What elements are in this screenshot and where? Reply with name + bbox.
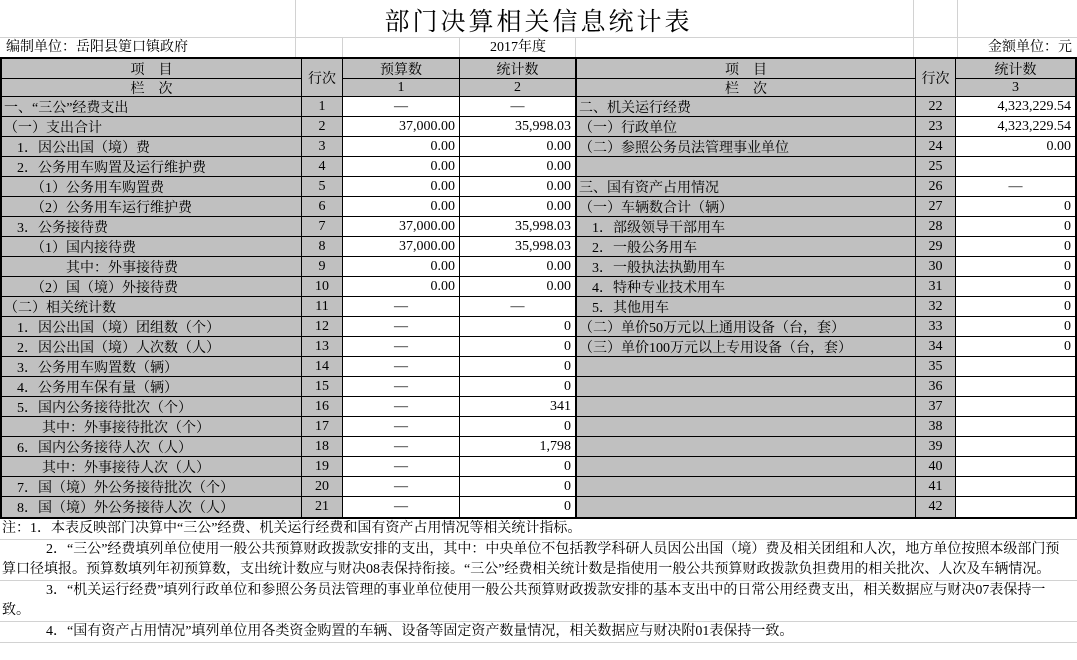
item-label-cell[interactable]: 其中：外事接待批次（个） [2, 417, 302, 437]
table-row [577, 477, 1075, 497]
line-number-cell[interactable]: 41 [916, 477, 956, 497]
budget-value-cell[interactable]: 0.00 [343, 137, 460, 157]
table-row [577, 237, 1075, 257]
table-row [2, 297, 575, 317]
statistic-value-cell[interactable] [956, 377, 1075, 397]
budget-value-cell[interactable]: 0.00 [343, 157, 460, 177]
statistic-value-cell[interactable]: 341 [460, 397, 575, 417]
gridline [295, 38, 296, 57]
item-label-cell[interactable]: （三）单价100万元以上专用设备（台，套） [577, 337, 916, 357]
statistic-value-cell[interactable] [956, 437, 1075, 457]
item-label-cell[interactable]: 8．国（境）外公务接待人次（人） [2, 497, 302, 517]
line-number-cell[interactable]: 32 [916, 297, 956, 317]
table-row [2, 257, 575, 277]
statistic-value-cell[interactable]: 0 [956, 277, 1075, 297]
line-number-cell[interactable]: 19 [302, 457, 343, 477]
item-label-cell[interactable] [577, 397, 916, 417]
header-col2-cell[interactable]: 2 [460, 79, 575, 97]
statistic-value-cell[interactable]: — [460, 297, 575, 317]
table-row [2, 497, 575, 517]
item-label-cell[interactable]: 4．公务用车保有量（辆） [2, 377, 302, 397]
line-number-cell[interactable]: 6 [302, 197, 343, 217]
item-label-cell[interactable]: （1）公务用车购置费 [2, 177, 302, 197]
item-label-cell[interactable]: 1．因公出国（境）费 [2, 137, 302, 157]
statistic-value-cell[interactable]: 0 [460, 337, 575, 357]
line-number-cell[interactable]: 2 [302, 117, 343, 137]
item-label-cell[interactable]: （二）参照公务员法管理事业单位 [577, 137, 916, 157]
line-number-cell[interactable]: 29 [916, 237, 956, 257]
statistic-value-cell[interactable]: 0.00 [460, 257, 575, 277]
table-row [577, 437, 1075, 457]
table-row [2, 97, 575, 117]
table-row [2, 437, 575, 457]
table-row [2, 457, 575, 477]
line-number-cell[interactable]: 9 [302, 257, 343, 277]
table-row [577, 337, 1075, 357]
item-label-cell[interactable]: 2．一般公务用车 [577, 237, 916, 257]
item-label-cell[interactable]: （一）支出合计 [2, 117, 302, 137]
line-number-cell[interactable]: 40 [916, 457, 956, 477]
budget-value-cell[interactable]: 0.00 [343, 197, 460, 217]
item-label-cell[interactable] [577, 377, 916, 397]
line-number-cell[interactable]: 31 [916, 277, 956, 297]
table-row [2, 157, 575, 177]
item-label-cell[interactable]: 6．国内公务接待人次（人） [2, 437, 302, 457]
line-number-cell[interactable]: 13 [302, 337, 343, 357]
line-number-cell[interactable]: 12 [302, 317, 343, 337]
statistic-value-cell[interactable]: 0 [460, 477, 575, 497]
line-number-cell[interactable]: 30 [916, 257, 956, 277]
line-number-cell[interactable]: 21 [302, 497, 343, 517]
note-1: 注：1．本表反映部门决算中“三公”经费、机关运行经费和国有资产占用情况等相关统计指标。 [0, 519, 1077, 540]
statistic-value-cell[interactable] [956, 477, 1075, 497]
title-row [0, 0, 1077, 38]
budget-value-cell[interactable]: 37,000.00 [343, 117, 460, 137]
line-number-cell[interactable]: 18 [302, 437, 343, 457]
budget-value-cell[interactable]: — [343, 297, 460, 317]
item-label-cell[interactable]: 1．因公出国（境）团组数（个） [2, 317, 302, 337]
line-number-cell[interactable]: 7 [302, 217, 343, 237]
table-row [577, 217, 1075, 237]
page-title: 部门决算相关信息统计表 [384, 9, 693, 36]
statistic-value-cell[interactable]: 0 [956, 217, 1075, 237]
line-number-cell[interactable]: 4 [302, 157, 343, 177]
gridline [459, 38, 460, 57]
statistic-value-cell[interactable]: — [956, 177, 1075, 197]
line-number-cell[interactable]: 24 [916, 137, 956, 157]
item-label-cell[interactable] [577, 417, 916, 437]
statistic-value-cell[interactable] [956, 497, 1075, 517]
line-number-cell[interactable]: 36 [916, 377, 956, 397]
budget-value-cell[interactable]: — [343, 437, 460, 457]
table-row [577, 457, 1075, 477]
gridline [913, 38, 914, 57]
statistic-value-cell[interactable]: 0.00 [460, 197, 575, 217]
statistic-value-cell[interactable]: 0.00 [460, 277, 575, 297]
table-row [577, 317, 1075, 337]
statistic-value-cell[interactable]: 0 [956, 237, 1075, 257]
table-row [577, 277, 1075, 297]
line-number-cell[interactable]: 16 [302, 397, 343, 417]
item-label-cell[interactable]: 3．公务用车购置数（辆） [2, 357, 302, 377]
item-label-cell[interactable] [577, 497, 916, 517]
table-row [2, 237, 575, 257]
item-label-cell[interactable]: （2）国（境）外接待费 [2, 277, 302, 297]
right-table-body [577, 97, 1075, 517]
item-label-cell[interactable]: 5．国内公务接待批次（个） [2, 397, 302, 417]
item-label-cell[interactable]: 2．因公出国（境）人次数（人） [2, 337, 302, 357]
line-number-cell[interactable]: 8 [302, 237, 343, 257]
item-label-cell[interactable]: （二）单价50万元以上通用设备（台，套） [577, 317, 916, 337]
prepared-by-label: 编制单位：岳阳县筻口镇政府 [6, 40, 188, 55]
line-number-cell[interactable]: 39 [916, 437, 956, 457]
line-number-cell[interactable]: 35 [916, 357, 956, 377]
item-label-cell[interactable] [577, 357, 916, 377]
budget-value-cell[interactable]: 0.00 [343, 257, 460, 277]
item-label-cell[interactable]: 2．公务用车购置及运行维护费 [2, 157, 302, 177]
item-label-cell[interactable]: （一）车辆数合计（辆） [577, 197, 916, 217]
statistic-value-cell[interactable]: 0 [956, 337, 1075, 357]
table-row [577, 377, 1075, 397]
budget-value-cell[interactable]: 0.00 [343, 177, 460, 197]
table-row [577, 497, 1075, 517]
header-column-label-cell[interactable]: 栏 次 [577, 79, 916, 97]
budget-value-cell[interactable]: — [343, 397, 460, 417]
line-number-cell[interactable]: 3 [302, 137, 343, 157]
table-row [577, 357, 1075, 377]
statistic-value-cell[interactable]: 1,798 [460, 437, 575, 457]
table-row [577, 397, 1075, 417]
table-row [2, 397, 575, 417]
table-row [577, 137, 1075, 157]
item-label-cell[interactable] [577, 457, 916, 477]
statistic-value-cell[interactable]: — [460, 97, 575, 117]
item-label-cell[interactable]: 三、国有资产占用情况 [577, 177, 916, 197]
header-statistic-cell[interactable]: 统计数 [460, 59, 575, 79]
header-column-label-cell[interactable]: 栏 次 [2, 79, 302, 97]
header-budget-cell[interactable]: 预算数 [343, 59, 460, 79]
item-label-cell[interactable]: 1．部级领导干部用车 [577, 217, 916, 237]
line-number-cell[interactable]: 42 [916, 497, 956, 517]
line-number-cell[interactable]: 26 [916, 177, 956, 197]
table-row [2, 177, 575, 197]
item-label-cell[interactable]: 一、“三公”经费支出 [2, 97, 302, 117]
budget-value-cell[interactable]: — [343, 417, 460, 437]
budget-value-cell[interactable]: — [343, 357, 460, 377]
budget-value-cell[interactable]: — [343, 377, 460, 397]
statistic-value-cell[interactable] [956, 357, 1075, 377]
table-row [2, 477, 575, 497]
budget-value-cell[interactable]: — [343, 477, 460, 497]
left-table-body [2, 97, 575, 517]
gridline [575, 38, 576, 57]
left-table-header [2, 59, 575, 97]
statistic-value-cell[interactable]: 0 [956, 257, 1075, 277]
table-row [2, 217, 575, 237]
statistic-value-cell[interactable] [956, 457, 1075, 477]
table-row [2, 357, 575, 377]
line-number-cell[interactable]: 34 [916, 337, 956, 357]
item-label-cell[interactable]: 3．公务接待费 [2, 217, 302, 237]
table-row [577, 117, 1075, 137]
amount-unit-label: 金额单位：元 [988, 40, 1072, 55]
budget-value-cell[interactable]: — [343, 317, 460, 337]
item-label-cell[interactable]: 3．一般执法执勤用车 [577, 257, 916, 277]
statistic-value-cell[interactable]: 0.00 [460, 157, 575, 177]
item-label-cell[interactable]: 7．国（境）外公务接待批次（个） [2, 477, 302, 497]
statistic-value-cell[interactable]: 4,323,229.54 [956, 117, 1075, 137]
statistic-value-cell[interactable]: 0 [460, 417, 575, 437]
line-number-cell[interactable]: 14 [302, 357, 343, 377]
statistic-value-cell[interactable]: 0 [460, 497, 575, 517]
statistic-value-cell[interactable]: 0 [956, 197, 1075, 217]
item-label-cell[interactable]: 4．特种专业技术用车 [577, 277, 916, 297]
line-number-cell[interactable]: 23 [916, 117, 956, 137]
budget-value-cell[interactable]: — [343, 497, 460, 517]
line-number-cell[interactable]: 27 [916, 197, 956, 217]
fiscal-year-label: 2017年度 [490, 40, 546, 55]
header-col3-cell[interactable]: 3 [956, 79, 1075, 97]
item-label-cell[interactable]: 5．其他用车 [577, 297, 916, 317]
gridline [342, 38, 343, 57]
budget-value-cell[interactable]: 37,000.00 [343, 237, 460, 257]
line-number-cell[interactable]: 15 [302, 377, 343, 397]
header-item-cell[interactable]: 项 目 [577, 59, 916, 79]
statistic-value-cell[interactable] [956, 417, 1075, 437]
note-3: 3．“机关运行经费”填列行政单位和参照公务员法管理的事业单位使用一般公共预算财政拨款安排的基本支出中的日常公用经费支出，相关数据应与财决07表保持一致。 [0, 581, 1077, 622]
statistic-value-cell[interactable]: 0.00 [460, 177, 575, 197]
budget-value-cell[interactable]: — [343, 337, 460, 357]
line-number-cell[interactable]: 37 [916, 397, 956, 417]
statistic-value-cell[interactable] [956, 157, 1075, 177]
note-4: 4．“国有资产占用情况”填列单位用各类资金购置的车辆、设备等固定资产数量情况，相关数据应与财决附01表保持一致。 [0, 622, 1077, 643]
line-number-cell[interactable]: 38 [916, 417, 956, 437]
table-row [2, 137, 575, 157]
line-number-cell[interactable]: 20 [302, 477, 343, 497]
table-row [577, 297, 1075, 317]
line-number-cell[interactable]: 33 [916, 317, 956, 337]
table-row [2, 117, 575, 137]
line-number-cell[interactable]: 5 [302, 177, 343, 197]
statistic-value-cell[interactable]: 0 [460, 317, 575, 337]
statistic-value-cell[interactable]: 0.00 [460, 137, 575, 157]
right-table-header [577, 59, 1075, 97]
line-number-cell[interactable]: 22 [916, 97, 956, 117]
statistic-value-cell[interactable] [956, 397, 1075, 417]
line-number-cell[interactable]: 1 [302, 97, 343, 117]
budget-value-cell[interactable]: 37,000.00 [343, 217, 460, 237]
line-number-cell[interactable]: 25 [916, 157, 956, 177]
table-row [577, 157, 1075, 177]
item-label-cell[interactable]: （2）公务用车运行维护费 [2, 197, 302, 217]
table-row [2, 337, 575, 357]
header-line-no-cell[interactable]: 行次 [302, 59, 343, 97]
statistic-value-cell[interactable]: 0 [956, 297, 1075, 317]
table-row [2, 317, 575, 337]
table-row [2, 197, 575, 217]
line-number-cell[interactable]: 11 [302, 297, 343, 317]
header-line-no-cell[interactable]: 行次 [916, 59, 956, 97]
gridline [957, 38, 958, 57]
statistic-value-cell[interactable]: 0 [460, 377, 575, 397]
item-label-cell[interactable]: 其中：外事接待人次（人） [2, 457, 302, 477]
table-row [2, 277, 575, 297]
statistic-value-cell[interactable]: 0 [956, 317, 1075, 337]
statistic-value-cell[interactable]: 0 [460, 357, 575, 377]
statistic-value-cell[interactable]: 0 [460, 457, 575, 477]
table-right-half [577, 59, 1075, 517]
table-row [577, 257, 1075, 277]
table-row [577, 417, 1075, 437]
table-row [577, 197, 1075, 217]
header-statistic-cell[interactable]: 统计数 [956, 59, 1075, 79]
table-row [2, 417, 575, 437]
table-left-half [2, 59, 577, 517]
item-label-cell[interactable]: （1）国内接待费 [2, 237, 302, 257]
budget-value-cell[interactable]: 0.00 [343, 277, 460, 297]
statistic-value-cell[interactable]: 35,998.03 [460, 237, 575, 257]
budget-value-cell[interactable]: — [343, 457, 460, 477]
table-row [577, 177, 1075, 197]
header-item-cell[interactable]: 项 目 [2, 59, 302, 79]
table-row [577, 97, 1075, 117]
item-label-cell[interactable]: 其中：外事接待费 [2, 257, 302, 277]
item-label-cell[interactable]: （一）行政单位 [577, 117, 916, 137]
note-2: 2．“三公”经费填列单位使用一般公共预算财政拨款安排的支出，其中：中央单位不包括教学科研人员因公出国（境）费及相关团组和人次，地方单位按照本级部门预算口径填报。预算数填列年初预算数，支出统计数应与财决08表保持衔接。“三公”经费相关统计数是指使用一般公共预算财政拨款负担费用的相关批次、人次及车辆情况。 [0, 540, 1077, 581]
item-label-cell[interactable] [577, 437, 916, 457]
statistic-value-cell[interactable]: 35,998.03 [460, 217, 575, 237]
statistic-value-cell[interactable]: 0.00 [956, 137, 1075, 157]
table-row [2, 377, 575, 397]
item-label-cell[interactable]: 二、机关运行经费 [577, 97, 916, 117]
item-label-cell[interactable] [577, 157, 916, 177]
statistic-value-cell[interactable]: 35,998.03 [460, 117, 575, 137]
header-col1-cell[interactable]: 1 [343, 79, 460, 97]
line-number-cell[interactable]: 17 [302, 417, 343, 437]
statistics-table [0, 57, 1077, 519]
statistic-value-cell[interactable]: 4,323,229.54 [956, 97, 1075, 117]
line-number-cell[interactable]: 10 [302, 277, 343, 297]
notes-section [0, 519, 1077, 643]
budget-value-cell[interactable]: — [343, 97, 460, 117]
item-label-cell[interactable] [577, 477, 916, 497]
item-label-cell[interactable]: （二）相关统计数 [2, 297, 302, 317]
line-number-cell[interactable]: 28 [916, 217, 956, 237]
info-row [0, 38, 1077, 57]
